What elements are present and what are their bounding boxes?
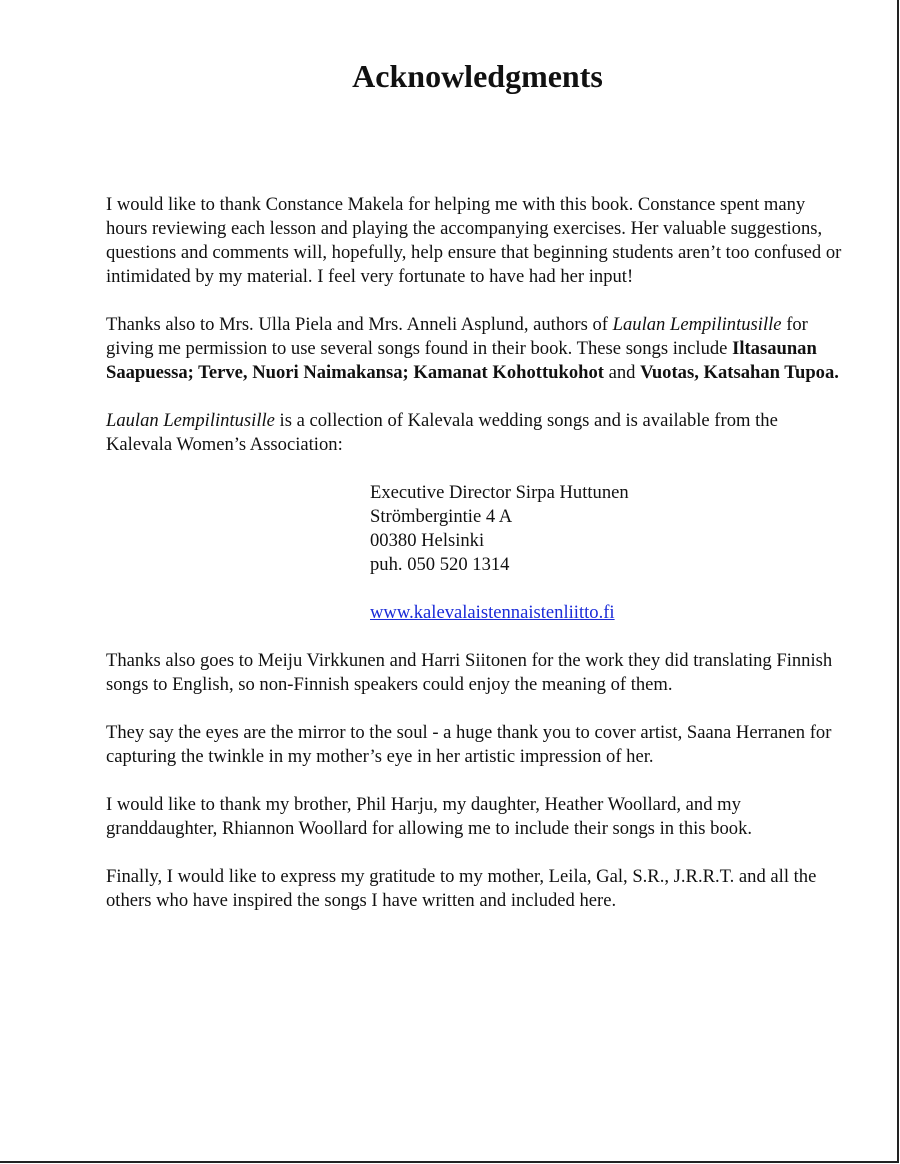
song-title-bold: Vuotas, Katsahan Tupoa. — [640, 362, 839, 383]
address-line-street: Strömbergintie 4 A — [370, 506, 513, 527]
address-line-city: 00380 Helsinki — [370, 530, 485, 551]
text-segment: for giving me permission to use several songs found in their book. These songs include — [106, 314, 808, 359]
paragraph-thanks-constance: I would like to thank Constance Makela for helping me with this book. Constance spent many hours reviewing each lesson and playing the accompanying exercises. Her valuable suggestions, questions and comments will, hopefully, help ensure that beginning students aren’t too confused or intimidated by my material. I feel very fortunate to have had her input! — [106, 194, 842, 287]
page-title: Acknowledgments — [352, 58, 603, 94]
address-line-phone: puh. 050 520 1314 — [370, 554, 510, 575]
association-address — [370, 481, 846, 577]
paragraph-thanks-translators: Thanks also goes to Meiju Virkkunen and Harri Siitonen for the work they did translating Finnish songs to English, so non-Finnish speakers could enjoy the meaning of them. — [106, 650, 833, 695]
document-body — [106, 193, 846, 937]
paragraph-book-availability — [106, 409, 846, 457]
paragraph-thanks-authors — [106, 313, 846, 385]
book-title-italic: Laulan Lempilintusille — [612, 314, 782, 335]
text-segment: is a collection of Kalevala wedding songs and is available from the Kalevala Women’s Association: — [106, 410, 778, 455]
website-block — [370, 601, 846, 625]
song-titles-bold: Iltasaunan Saapuessa; Terve, Nuori Naimakansa; Kamanat Kohottukohot — [106, 338, 817, 383]
book-title-italic: Laulan Lempilintusille — [106, 410, 275, 431]
paragraph-thanks-cover-artist: They say the eyes are the mirror to the soul - a huge thank you to cover artist, Saana Herranen for capturing the twinkle in my mother’s eye in her artistic impression of her. — [106, 722, 832, 767]
text-segment: and — [603, 362, 641, 383]
address-line-director: Executive Director Sirpa Huttunen — [370, 482, 629, 503]
paragraph-thanks-family: I would like to thank my brother, Phil Harju, my daughter, Heather Woollard, and my granddaughter, Rhiannon Woollard for allowing me to include their songs in this book. — [106, 794, 753, 839]
text-segment: Thanks also to Mrs. Ulla Piela and Mrs. Anneli Asplund, authors of — [106, 314, 613, 335]
website-link[interactable]: www.kalevalaistennaistenliitto.fi — [370, 602, 615, 623]
paragraph-gratitude: Finally, I would like to express my gratitude to my mother, Leila, Gal, S.R., J.R.R.T. and all the others who have inspired the songs I have written and included here. — [106, 866, 817, 911]
